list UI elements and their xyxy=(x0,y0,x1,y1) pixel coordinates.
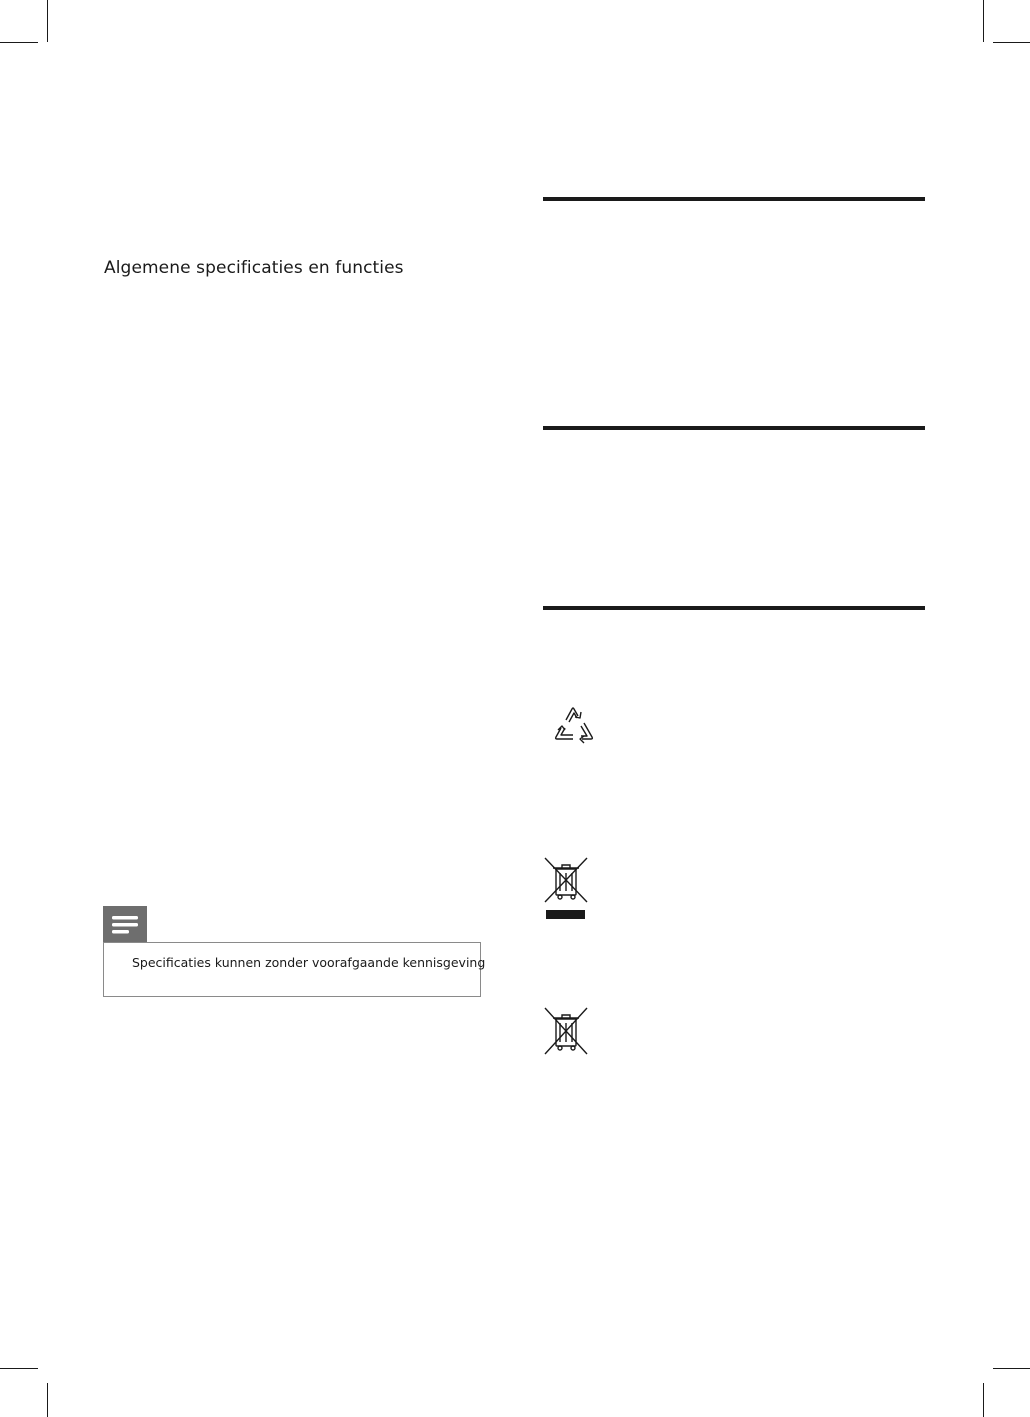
crop-mark-top-right-h xyxy=(993,42,1030,43)
note-box xyxy=(103,942,486,997)
section-rule-1 xyxy=(543,197,925,201)
crop-mark-bottom-left-v xyxy=(47,1383,48,1417)
crop-mark-bottom-left-h xyxy=(0,1368,38,1369)
crop-mark-top-right-v xyxy=(983,0,984,42)
section-rule-2 xyxy=(543,426,925,430)
crossed-out-bin-icon-with-bar xyxy=(543,856,589,926)
crop-mark-bottom-right-v xyxy=(983,1383,984,1417)
crossed-out-bin-icon xyxy=(543,1006,589,1060)
note-icon xyxy=(103,906,147,943)
note-text: Specificaties kunnen zonder voorafgaande kennisgeving xyxy=(132,955,486,970)
section-heading: Algemene specificaties en functies xyxy=(104,258,404,278)
crop-mark-bottom-right-h xyxy=(993,1368,1030,1369)
recycle-icon xyxy=(547,700,599,756)
section-rule-3 xyxy=(543,606,925,610)
crop-mark-top-left-h xyxy=(0,42,38,43)
crop-mark-top-left-v xyxy=(47,0,48,42)
